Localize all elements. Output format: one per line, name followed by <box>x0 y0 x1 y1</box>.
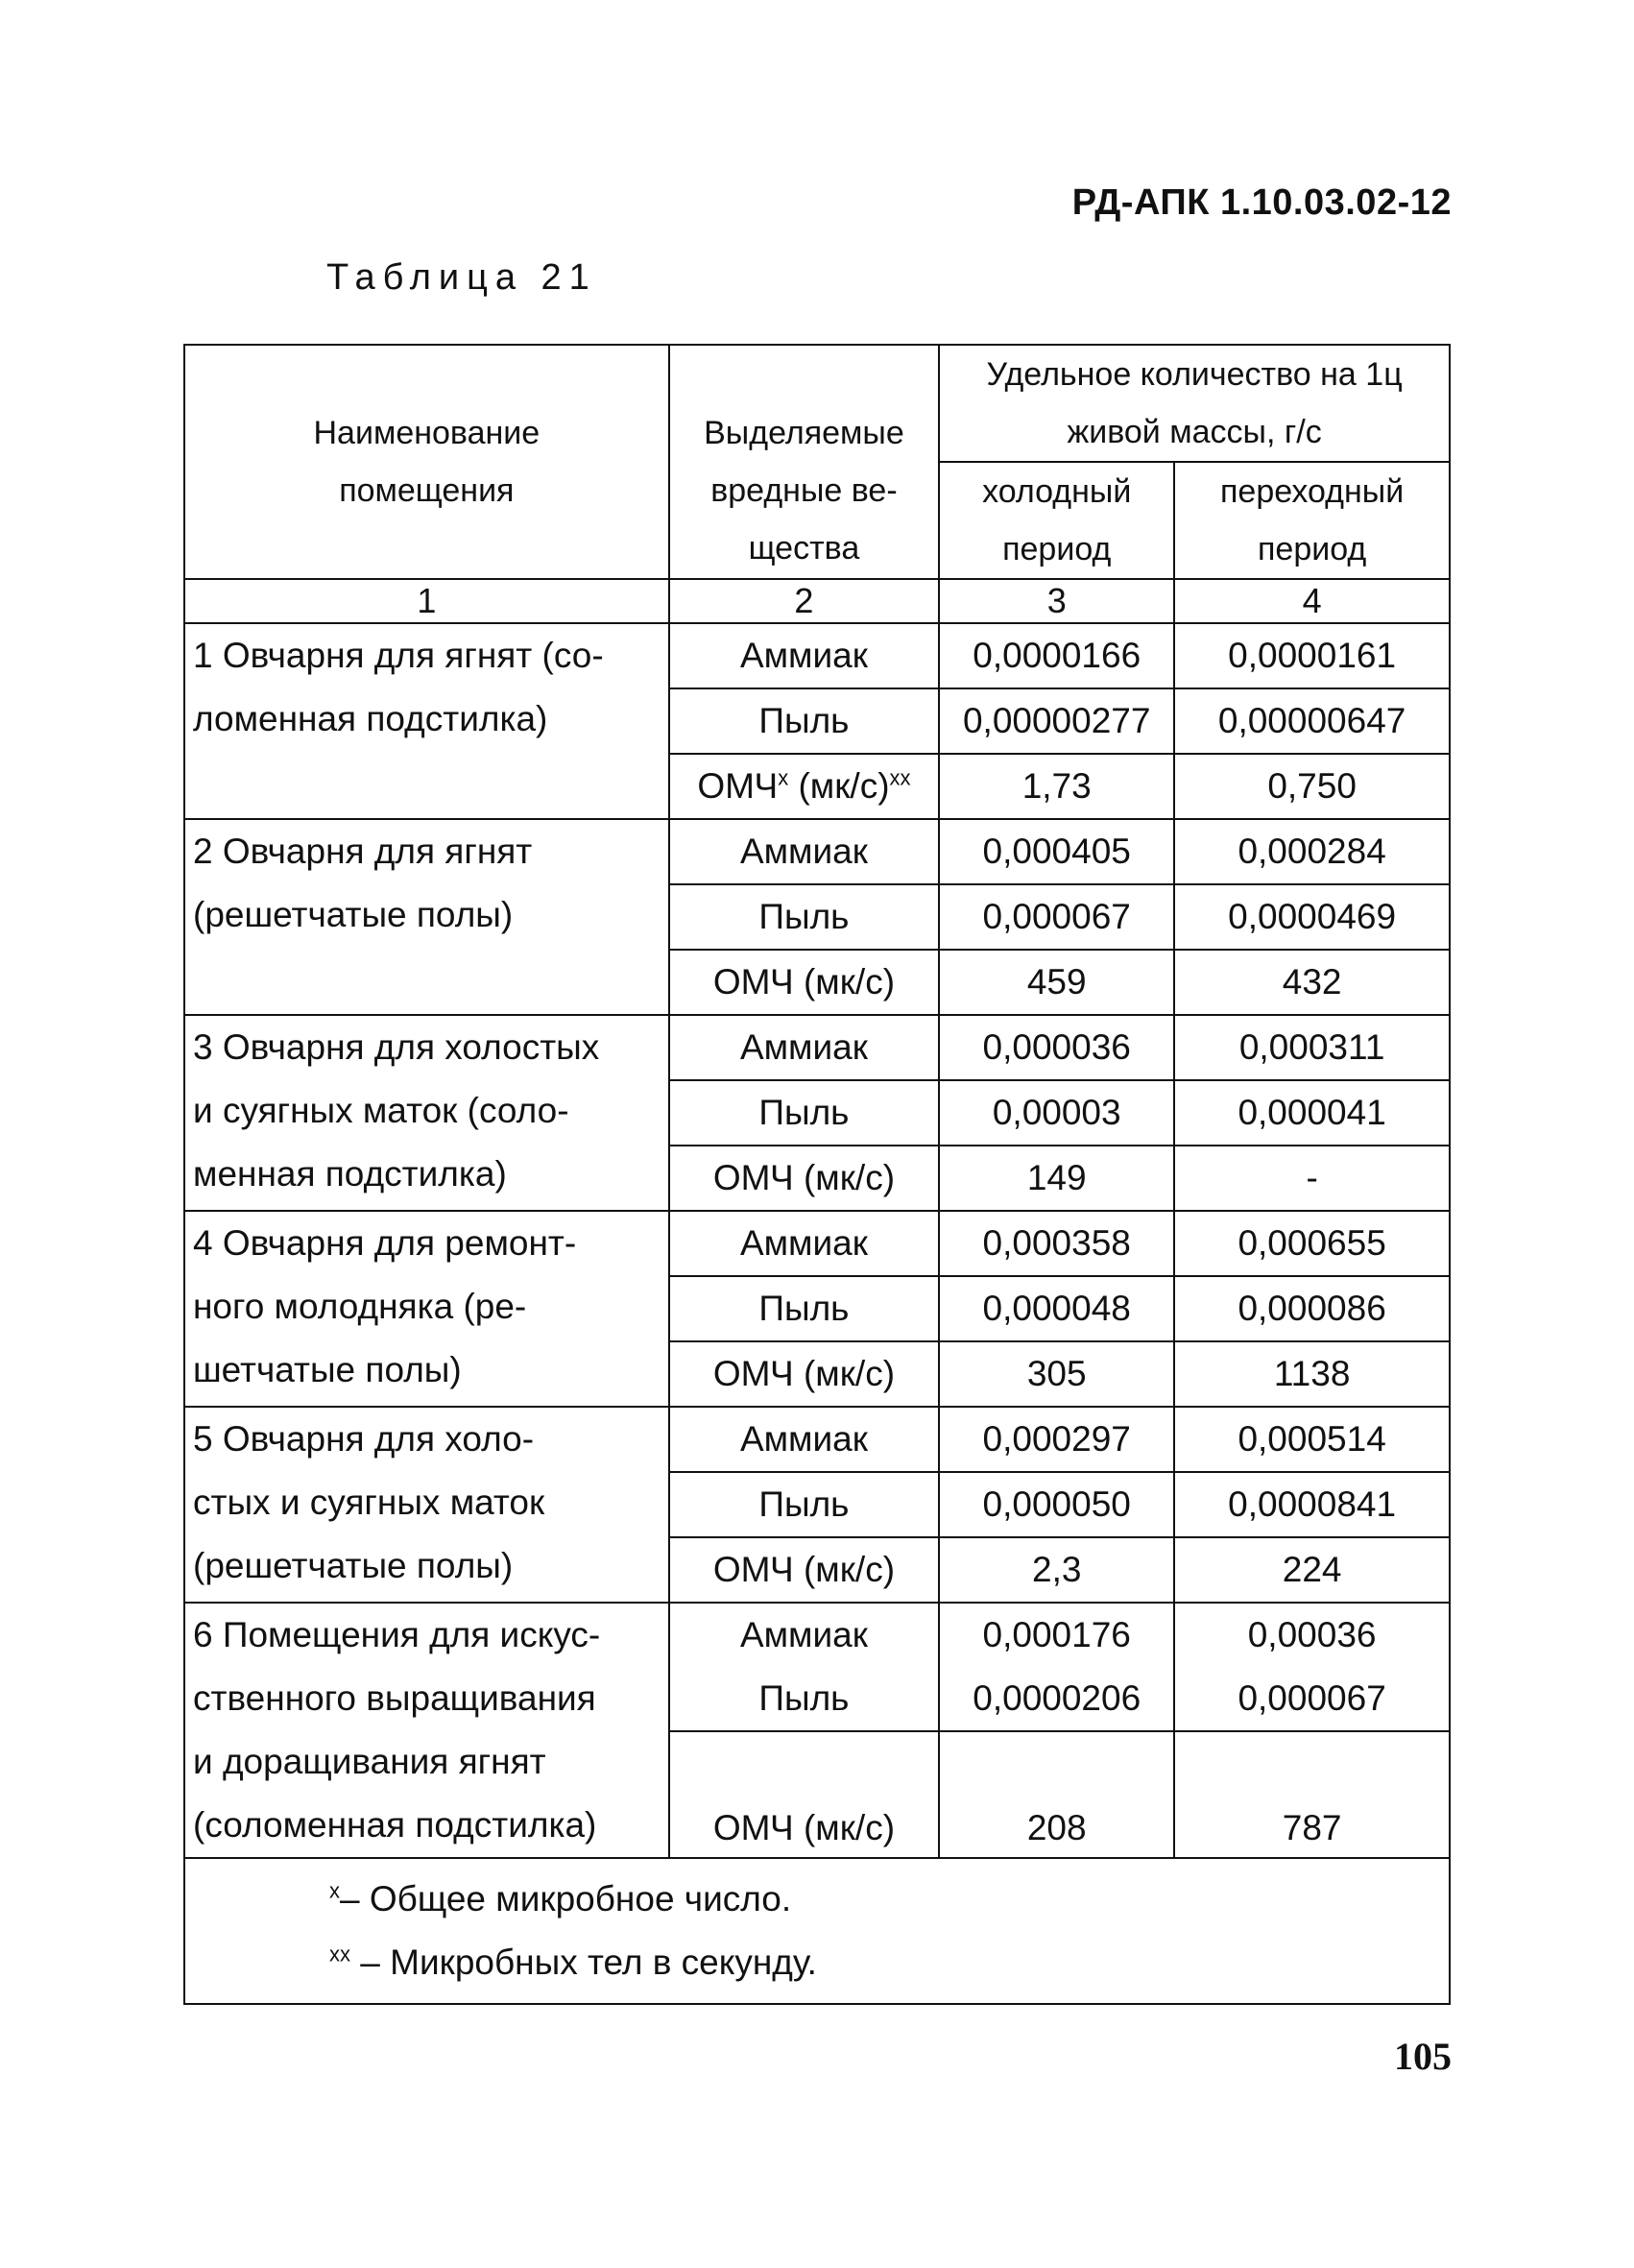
table-row <box>184 1015 1450 1080</box>
room-name-text: 1 Овчарня для ягнят (со- ломенная подстилка) <box>193 636 604 738</box>
cold-value: 0,000358 <box>939 1211 1174 1276</box>
cold-value: 2,3 <box>939 1537 1174 1603</box>
footnote-text: – Общее микробное число. <box>340 1879 792 1918</box>
header-specific <box>939 345 1450 462</box>
transitional-value: 0,000086 <box>1174 1276 1450 1341</box>
room-name <box>184 1211 669 1407</box>
transitional-value: 0,000311 <box>1174 1015 1450 1080</box>
table-row <box>184 1211 1450 1276</box>
substance-cell: Пыль <box>669 1276 940 1341</box>
transitional-value: 787 <box>1174 1731 1450 1858</box>
transitional-value: 0,0000161 <box>1174 623 1450 688</box>
cold-value: 0,000176 0,0000206 <box>939 1603 1174 1731</box>
substance-cell: Аммиак <box>669 819 940 884</box>
column-number: 4 <box>1174 579 1450 623</box>
footnote-text: – Микробных тел в секунду. <box>350 1942 817 1982</box>
substance-cell: Аммиак Пыль <box>669 1603 940 1731</box>
transitional-value: 0,000655 <box>1174 1211 1450 1276</box>
transitional-value: 0,00036 0,000067 <box>1174 1603 1450 1731</box>
cold-value: 0,0000166 <box>939 623 1174 688</box>
substance-cell: Аммиак <box>669 623 940 688</box>
header-transitional <box>1174 462 1450 579</box>
substance-cell: Аммиак <box>669 1015 940 1080</box>
cold-value: 0,000405 <box>939 819 1174 884</box>
footnote-1 <box>329 1868 1441 1931</box>
cold-value: 1,73 <box>939 754 1174 819</box>
room-name-text: 4 Овчарня для ремонт- ного молодняка (ре- шетчатые полы) <box>193 1223 577 1389</box>
cold-value: 0,00003 <box>939 1080 1174 1146</box>
substance-unit: (мк/с) <box>788 766 890 806</box>
transitional-value: 0,000284 <box>1174 819 1450 884</box>
room-name <box>184 1407 669 1603</box>
substance-cell: Аммиак <box>669 1211 940 1276</box>
table-row <box>184 1407 1450 1472</box>
header-cold <box>939 462 1174 579</box>
transitional-value: 0,0000841 <box>1174 1472 1450 1537</box>
room-name-text: 2 Овчарня для ягнят (решетчатые полы) <box>193 832 533 934</box>
transitional-value: 0,0000469 <box>1174 884 1450 950</box>
table-row <box>184 1603 1450 1731</box>
room-name <box>184 1015 669 1211</box>
emissions-table <box>183 344 1451 2005</box>
cold-value: 0,000036 <box>939 1015 1174 1080</box>
footnote-mark: хх <box>889 765 911 790</box>
notes-row <box>184 1858 1450 2004</box>
header-specific-text: Удельное количество на 1ц живой массы, г/с <box>986 356 1403 450</box>
table-row <box>184 819 1450 884</box>
cold-value: 208 <box>939 1731 1174 1858</box>
cold-value: 149 <box>939 1146 1174 1211</box>
footnote-mark: хх <box>329 1942 350 1966</box>
footnote-mark: х <box>778 765 789 790</box>
substance-cell: ОМЧ (мк/с) <box>669 1537 940 1603</box>
transitional-value: 0,00000647 <box>1174 688 1450 754</box>
substance-cell: ОМЧ (мк/с) <box>669 1341 940 1407</box>
transitional-value: 0,000041 <box>1174 1080 1450 1146</box>
transitional-value: 432 <box>1174 950 1450 1015</box>
footnote-mark: х <box>329 1878 340 1903</box>
cold-value: 305 <box>939 1341 1174 1407</box>
transitional-value: 0,750 <box>1174 754 1450 819</box>
table-header-row <box>184 345 1450 462</box>
transitional-value: 0,000514 <box>1174 1407 1450 1472</box>
cold-value: 459 <box>939 950 1174 1015</box>
room-name-text: 6 Помещения для искус- ственного выращивания и доращивания ягнят (соломенная подстилка) <box>193 1615 601 1845</box>
substance-cell: ОМЧ (мк/с) <box>669 1146 940 1211</box>
footnote-2 <box>329 1931 1441 1994</box>
substance-cell: Пыль <box>669 1080 940 1146</box>
footnotes <box>184 1858 1450 2004</box>
header-room <box>184 345 669 579</box>
cold-value: 0,000048 <box>939 1276 1174 1341</box>
cold-value: 0,000297 <box>939 1407 1174 1472</box>
header-transitional-text: переходный период <box>1220 473 1405 567</box>
cold-value: 0,00000277 <box>939 688 1174 754</box>
document-code: РД-АПК 1.10.03.02-12 <box>1071 182 1452 223</box>
substance-cell: ОМЧ (мк/с) <box>669 1731 940 1858</box>
substance-cell: Аммиак <box>669 1407 940 1472</box>
room-name <box>184 623 669 819</box>
cold-value: 0,000050 <box>939 1472 1174 1537</box>
header-substance <box>669 345 940 579</box>
room-name <box>184 819 669 1015</box>
column-number: 1 <box>184 579 669 623</box>
transitional-value: 224 <box>1174 1537 1450 1603</box>
column-number-row <box>184 579 1450 623</box>
room-name <box>184 1603 669 1858</box>
header-room-text: Наименование помещения <box>313 415 541 509</box>
transitional-value: - <box>1174 1146 1450 1211</box>
column-number: 2 <box>669 579 940 623</box>
substance-cell: Пыль <box>669 688 940 754</box>
substance-cell <box>669 754 940 819</box>
transitional-value: 1138 <box>1174 1341 1450 1407</box>
substance-cell: Пыль <box>669 884 940 950</box>
room-name-text: 5 Овчарня для холо- стых и суягных маток (решетчатые полы) <box>193 1419 545 1585</box>
table-label: Таблица 21 <box>326 257 597 298</box>
header-substance-text: Выделяемые вредные ве- щества <box>704 415 904 567</box>
page-number: 105 <box>1394 2035 1452 2078</box>
substance-cell: Пыль <box>669 1472 940 1537</box>
substance-text: ОМЧ <box>697 766 779 806</box>
table-row <box>184 623 1450 688</box>
column-number: 3 <box>939 579 1174 623</box>
room-name-text: 3 Овчарня для холостых и суягных маток (соло- менная подстилка) <box>193 1027 600 1194</box>
header-cold-text: холодный период <box>982 473 1132 567</box>
cold-value: 0,000067 <box>939 884 1174 950</box>
substance-cell: ОМЧ (мк/с) <box>669 950 940 1015</box>
